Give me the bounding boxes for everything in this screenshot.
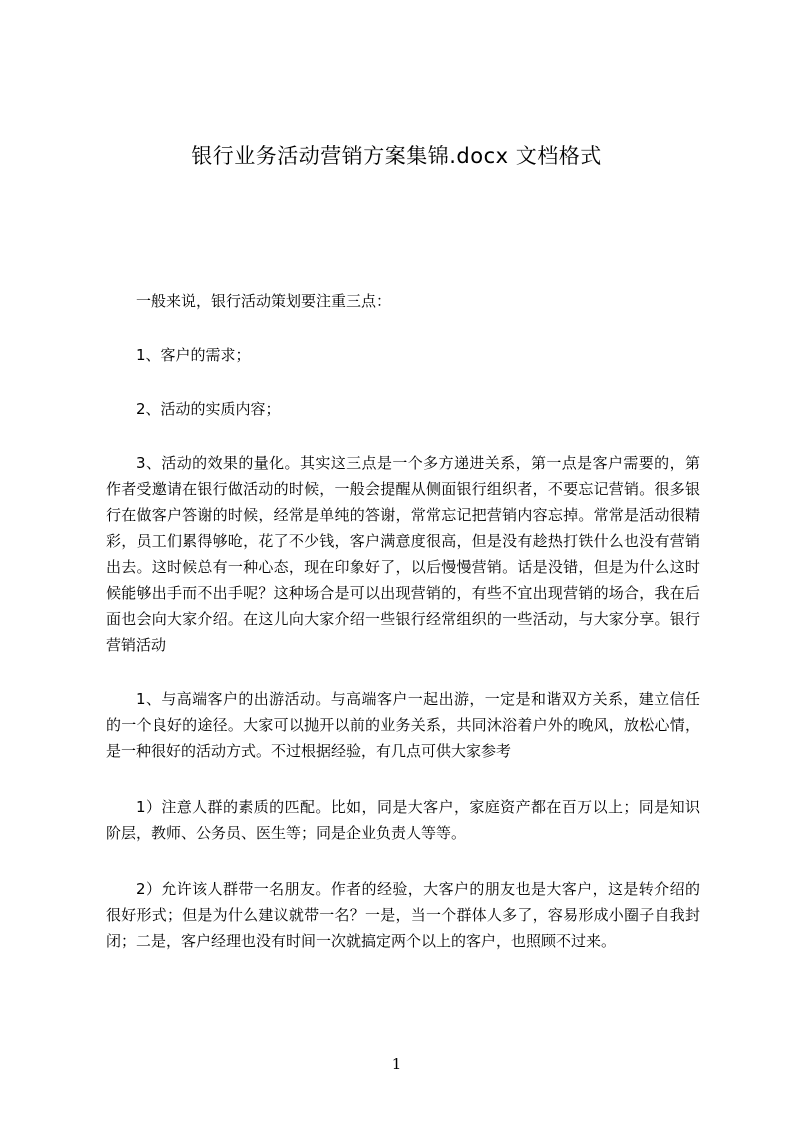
document-title: 银行业务活动营销方案集锦.docx 文档格式: [191, 144, 602, 168]
paragraph-note-1: [106, 794, 700, 846]
paragraph-text: 一般来说，银行活动策划要注重三点：: [136, 292, 392, 310]
paragraph-text: 2、活动的实质内容；: [136, 400, 281, 418]
paragraph-point-1: [106, 342, 700, 368]
paragraph-note-2: [106, 876, 700, 954]
paragraph-point-2: [106, 396, 700, 422]
paragraph-text: 1、与高端客户的出游活动。与高端客户一起出游，一定是和谐双方关系，建立信任的一个良好的途径。大家可以抛开以前的业务关系，共同沐浴着户外的晚风，放松心情，是一种很好的活动方式。不过根据经验，有几点可供大家参考: [106, 690, 700, 760]
paragraph-text: 3、活动的效果的量化。其实这三点是一个多方递进关系，第一点是客户需要的，第作者受邀请在银行做活动的时候，一般会提醒从侧面银行组织者，不要忘记营销。很多银行在做客户答谢的时候，经常是单纯的答谢，常常忘记把营销内容忘掉。常常是活动很精彩，员工们累得够呛，花了不少钱，客户满意度很高，但是没有趁热打铁什么也没有营销出去。这时候总有一种心态，现在印象好了，以后慢慢营销。话是没错，但是为什么这时候能够出手而不出手呢？这种场合是可以出现营销的，有些不宜出现营销的场合，我在后面也会向大家介绍。在这儿向大家介绍一些银行经常组织的一些活动，与大家分享。银行营销活动: [106, 454, 700, 654]
paragraph-text: 1）注意人群的素质的匹配。比如，同是大客户，家庭资产都在百万以上；同是知识阶层，教师、公务员、医生等；同是企业负责人等等。: [106, 798, 700, 842]
page-number: 1: [391, 1055, 402, 1073]
paragraph-text: 1、客户的需求；: [136, 346, 251, 364]
paragraph-text: 2）允许该人群带一名朋友。作者的经验，大客户的朋友也是大客户，这是转介绍的很好形式；但是为什么建议就带一名？一是，当一个群体人多了，容易形成小圈子自我封闭；二是，客户经理也没有时间一次就搞定两个以上的客户，也照顾不过来。: [106, 880, 700, 950]
paragraph-intro: [106, 288, 700, 314]
paragraph-point-3: [106, 450, 700, 658]
paragraph-activity-1: [106, 686, 700, 764]
